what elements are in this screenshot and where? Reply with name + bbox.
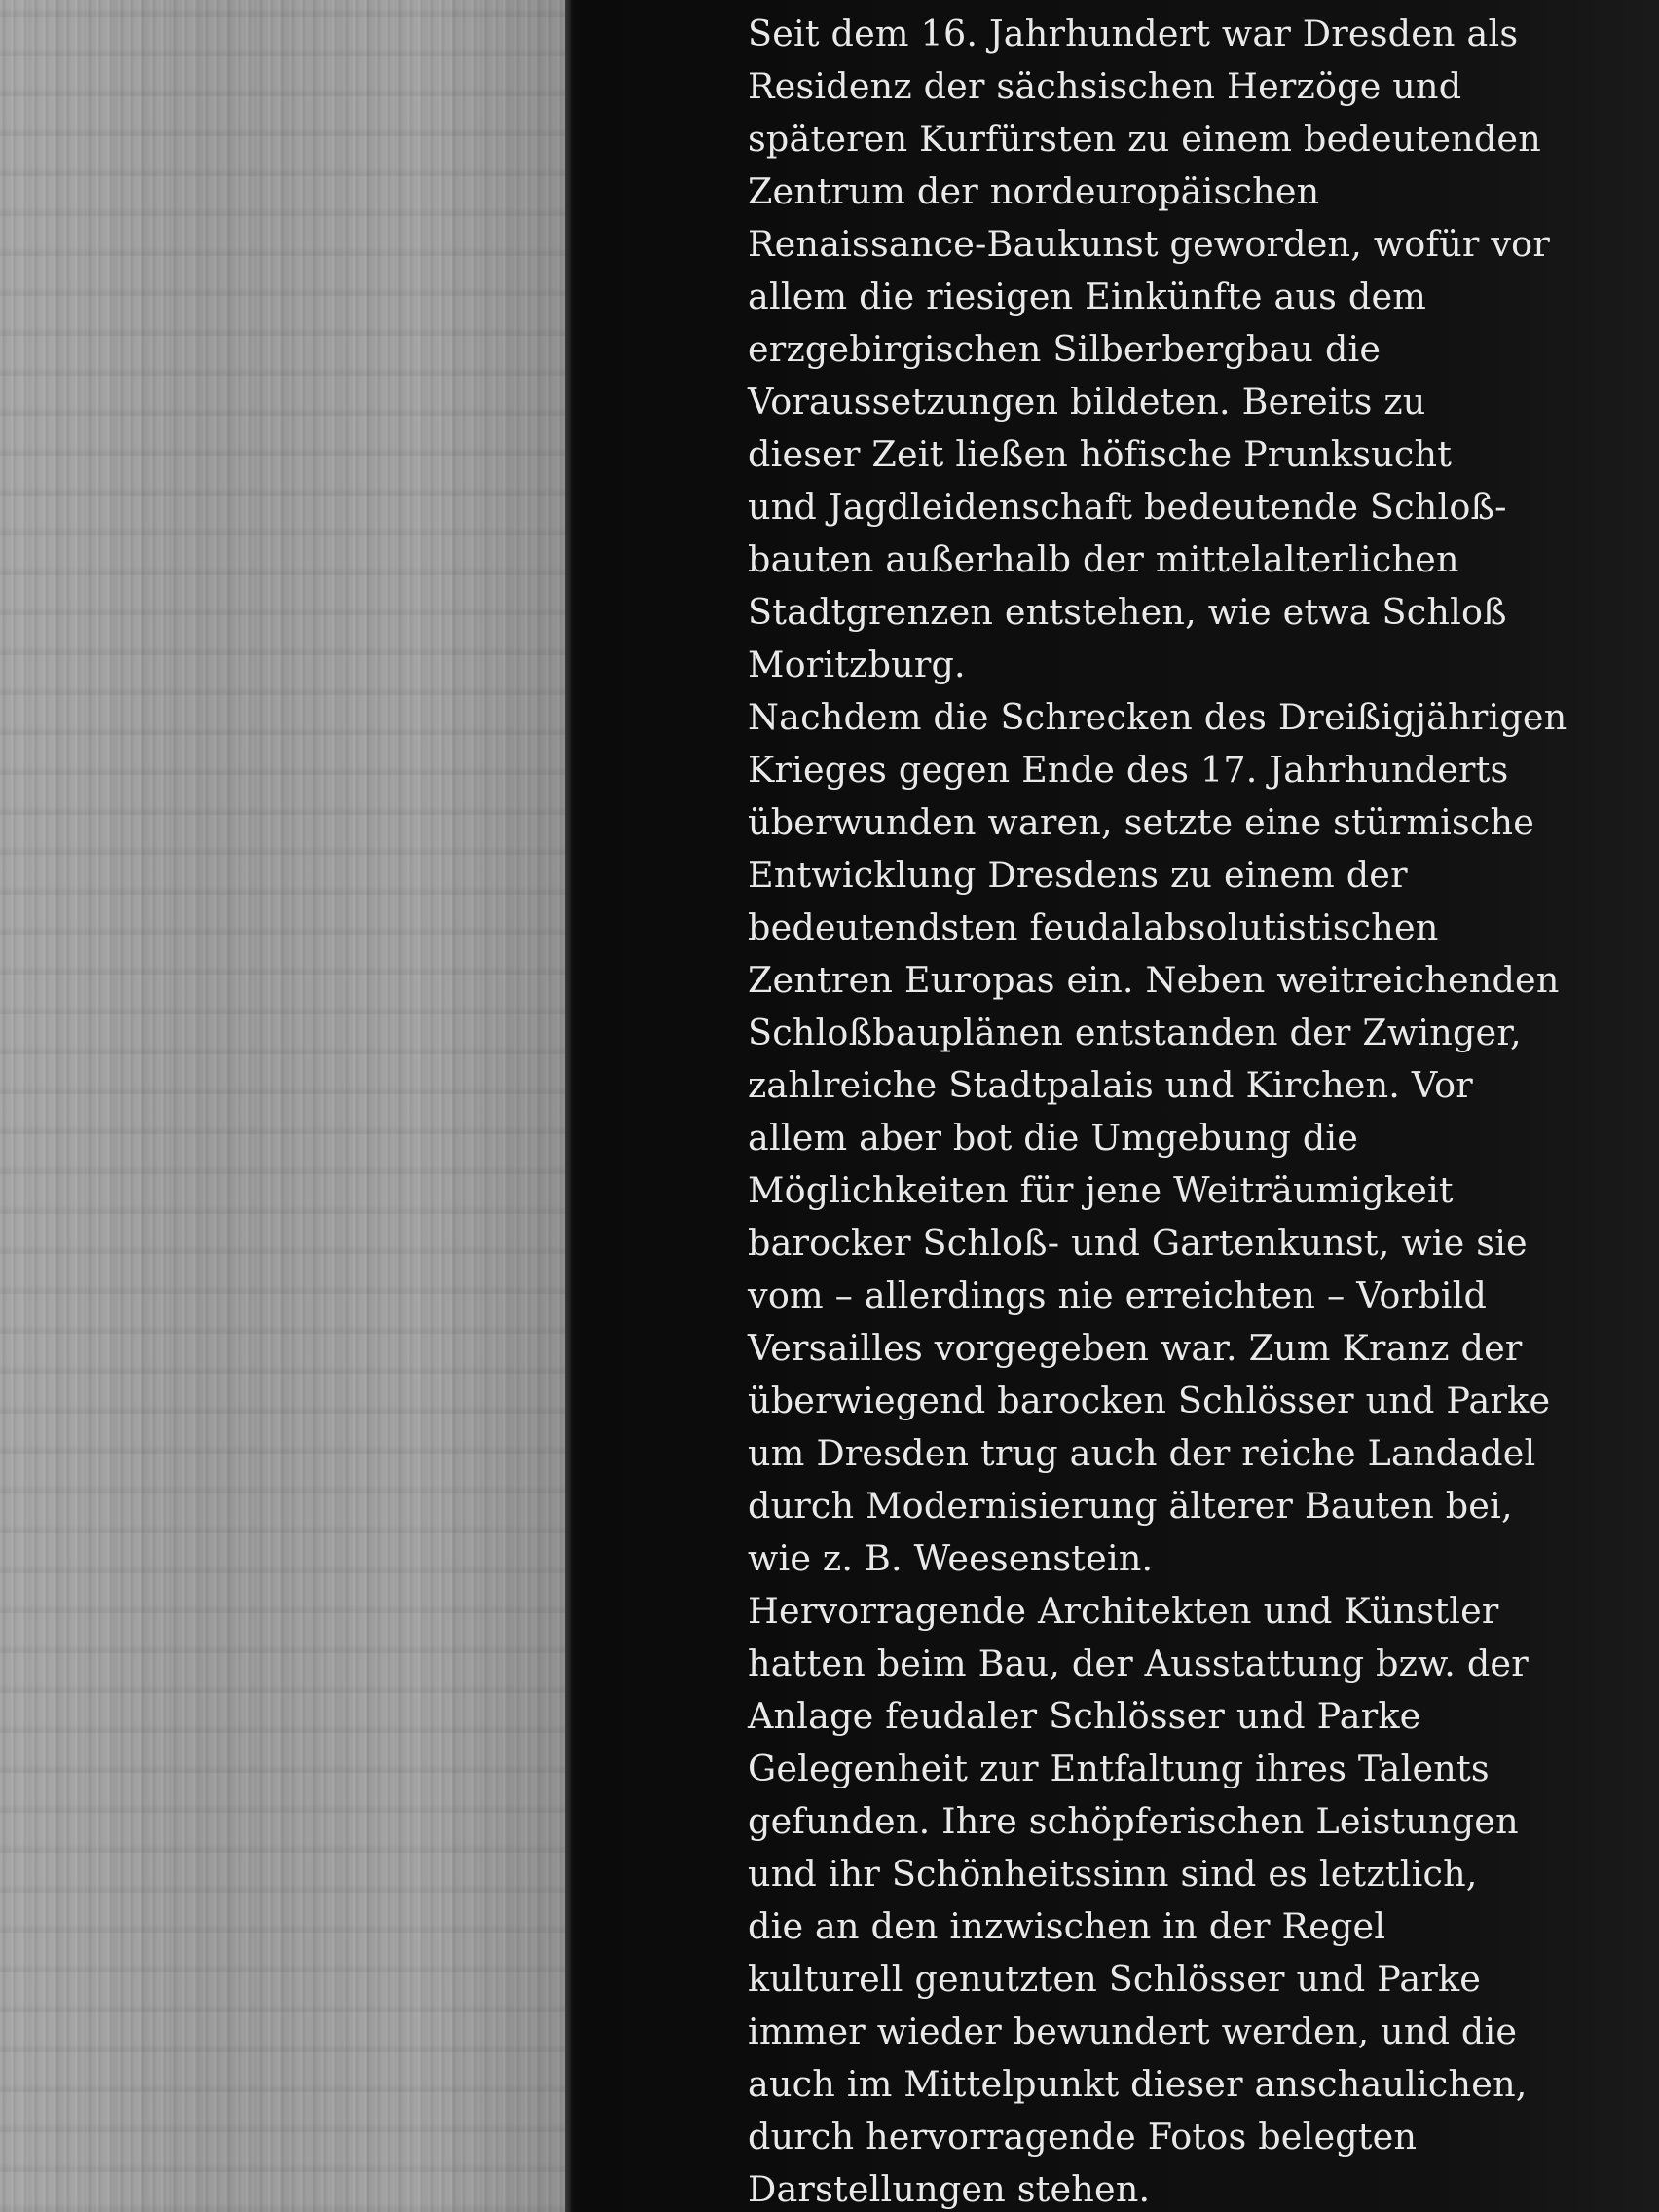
text-line: und Jagdleidenschaft bedeutende Schloß- bbox=[748, 486, 1507, 528]
text-line: durch Modernisierung älterer Bauten bei, bbox=[748, 1485, 1513, 1527]
text-line: Residenz der sächsischen Herzöge und bbox=[748, 65, 1462, 107]
text-line: immer wieder bewundert werden, und die bbox=[748, 2010, 1518, 2052]
text-line: Krieges gegen Ende des 17. Jahrhunderts bbox=[748, 749, 1509, 791]
text-line: bedeutendsten feudalabsolutistischen bbox=[748, 906, 1439, 948]
text-line: Gelegenheit zur Entfaltung ihres Talents bbox=[748, 1748, 1490, 1789]
text-line: Versailles vorgegeben war. Zum Kranz der bbox=[748, 1327, 1523, 1369]
text-line: dieser Zeit ließen höfische Prunksucht bbox=[748, 433, 1453, 475]
text-line: Hervorragende Architekten und Künstler bbox=[748, 1590, 1499, 1632]
text-line: barocker Schloß- und Gartenkunst, wie sie bbox=[748, 1222, 1528, 1264]
text-line: und ihr Schönheitssinn sind es letztlich, bbox=[748, 1853, 1478, 1895]
text-line: durch hervorragende Fotos belegten bbox=[748, 2116, 1418, 2157]
text-line: Anlage feudaler Schlösser und Parke bbox=[748, 1695, 1421, 1737]
text-line: Darstellungen stehen. bbox=[748, 2168, 1151, 2210]
wooden-surface-background bbox=[0, 0, 565, 2212]
text-line: erzgebirgischen Silberbergbau die bbox=[748, 328, 1382, 370]
text-line: Nachdem die Schrecken des Dreißigjährigen bbox=[748, 696, 1567, 738]
text-line: Stadtgrenzen entstehen, wie etwa Schloß bbox=[748, 591, 1507, 633]
text-line: die an den inzwischen in der Regel bbox=[748, 1905, 1386, 1947]
text-line: überwunden waren, setzte eine stürmische bbox=[748, 801, 1535, 843]
text-line: Entwicklung Dresdens zu einem der bbox=[748, 854, 1408, 896]
text-line: wie z. B. Weesenstein. bbox=[748, 1537, 1154, 1579]
text-line: Moritzburg. bbox=[748, 644, 966, 685]
text-line: späteren Kurfürsten zu einem bedeutenden bbox=[748, 118, 1541, 160]
text-line: Voraussetzungen bildeten. Bereits zu bbox=[748, 381, 1426, 423]
text-line: auch im Mittelpunkt dieser anschaulichen, bbox=[748, 2063, 1528, 2105]
text-line: vom – allerdings nie erreichten – Vorbild bbox=[748, 1274, 1488, 1316]
text-line: gefunden. Ihre schöpferischen Leistungen bbox=[748, 1800, 1519, 1842]
text-line: kulturell genutzten Schlösser und Parke bbox=[748, 1958, 1482, 2000]
text-line: Schloßbauplänen entstanden der Zwinger, bbox=[748, 1012, 1522, 1053]
text-line: allem die riesigen Einkünfte aus dem bbox=[748, 276, 1427, 317]
text-line: überwiegend barocken Schlösser und Parke bbox=[748, 1380, 1551, 1421]
text-line: bauten außerhalb der mittelalterlichen bbox=[748, 538, 1459, 580]
text-line: allem aber bot die Umgebung die bbox=[748, 1117, 1359, 1159]
text-line: Zentrum der nordeuropäischen bbox=[748, 170, 1320, 212]
text-line: Seit dem 16. Jahrhundert war Dresden als bbox=[748, 13, 1519, 55]
book-edge bbox=[565, 0, 572, 2212]
blurb-text bbox=[748, 8, 1604, 2212]
text-line: Möglichkeiten für jene Weiträumigkeit bbox=[748, 1169, 1454, 1211]
text-line: hatten beim Bau, der Ausstattung bzw. der bbox=[748, 1642, 1529, 1684]
text-line: zahlreiche Stadtpalais und Kirchen. Vor bbox=[748, 1064, 1473, 1106]
text-line: Zentren Europas ein. Neben weitreichenden bbox=[748, 959, 1560, 1001]
text-line: um Dresden trug auch der reiche Landadel bbox=[748, 1432, 1536, 1474]
text-line: Renaissance-Baukunst geworden, wofür vor bbox=[748, 223, 1550, 265]
